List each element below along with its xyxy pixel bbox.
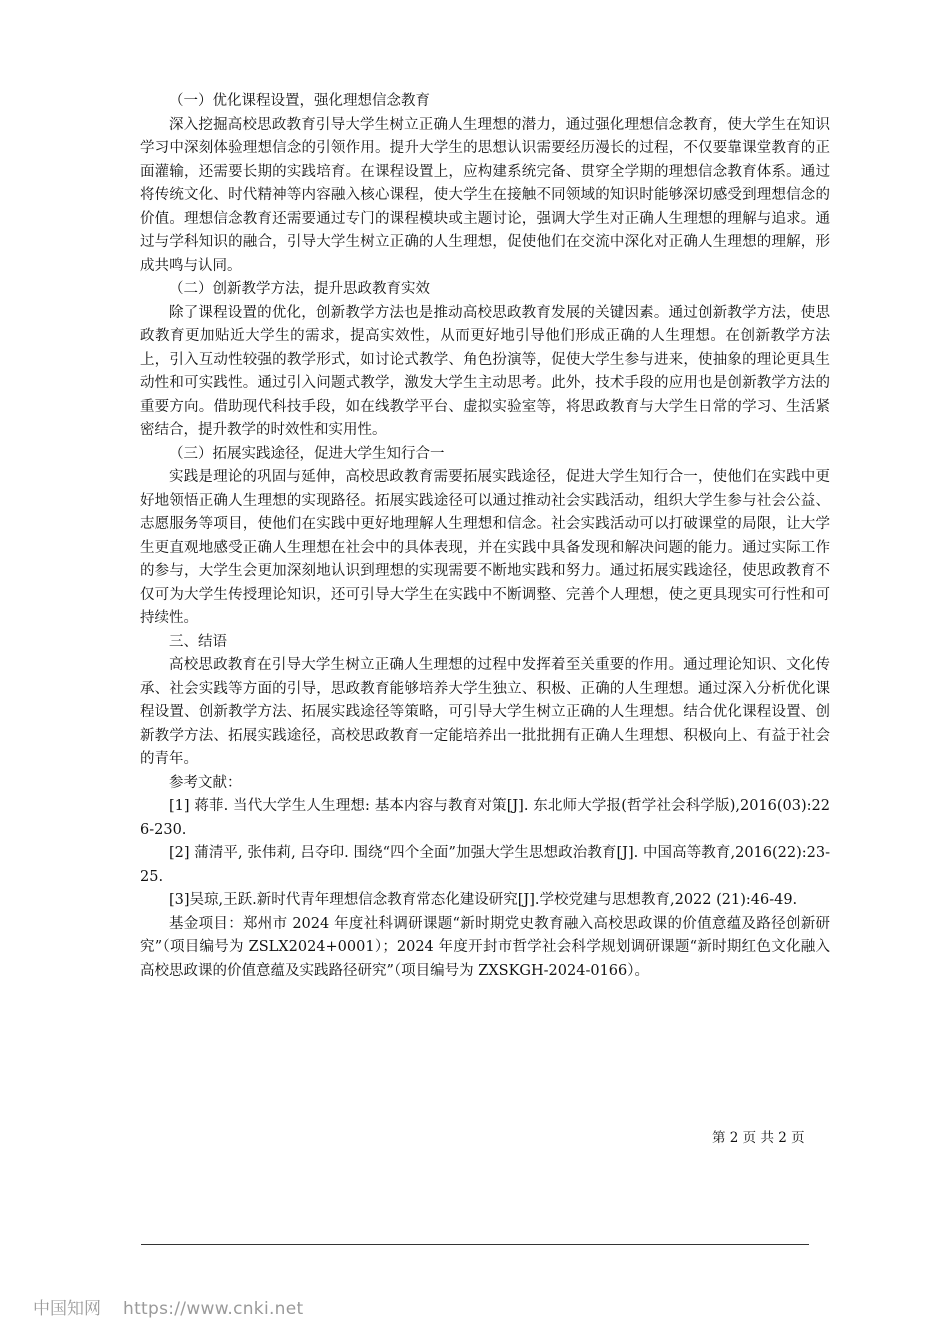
footer-brand-name: 中国知网 (33, 1299, 101, 1319)
reference-item-3: [3]吴琼,王跃.新时代青年理想信念教育常态化建设研究[J].学校党建与思想教育,2022 (21):46-49. (169, 892, 798, 908)
reference-item-2: [2] 蒲清平, 张伟莉, 吕夺印. 围绕“四个全面”加强大学生思想政治教育[J]. 中国高等教育,2016(22):23-25. (140, 845, 830, 885)
footer-watermark (33, 1294, 303, 1319)
article-body (140, 90, 830, 983)
conclusion-paragraph: 高校思政教育在引导大学生树立正确人生理想的过程中发挥着至关重要的作用。通过理论知识、文化传承、社会实践等方面的引导，思政教育能够培养大学生独立、积极、正确的人生理想。通过深入分析优化课程设置、创新教学方法、拓展实践途径等策略，可引导大学生树立正确的人生理想。结合优化课程设置、创新教学方法、拓展实践途径，高校思政教育一定能培养出一批批拥有正确人生理想、积极向上、有益于社会的青年。 (140, 657, 830, 767)
section-heading-3: （三）拓展实践途径，促进大学生知行合一 (169, 445, 445, 462)
reference-item-1: [1] 蒋菲. 当代大学生人生理想: 基本内容与教育对策[J]. 东北师大学报(哲学社会科学版),2016(03):226-230. (140, 798, 830, 838)
section-heading-2: （二）创新教学方法，提升思政教育实效 (169, 281, 430, 297)
section-heading-1: （一）优化课程设置，强化理想信念教育 (169, 93, 430, 109)
section-1-paragraph: 深入挖掘高校思政教育引导大学生树立正确人生理想的潜力，通过强化理想信念教育，使大学生在知识学习中深刻体验理想信念的引领作用。提升大学生的思想认识需要经历漫长的过程，不仅要靠课堂教育的正面灌输，还需要长期的实践培育。在课程设置上，应构建系统完备、贯穿全学期的理想信念教育体系。通过将传统文化、时代精神等内容融入核心课程，使大学生在接触不同领域的知识时能够深切感受到理想信念的价值。理想信念教育还需要通过专门的课程模块或主题讨论，强调大学生对正确人生理想的理解与追求。通过与学科知识的融合，引导大学生树立正确的人生理想，促使他们在交流中深化对正确人生理想的理解，形成共鸣与认同。 (140, 116, 830, 274)
section-3-paragraph: 实践是理论的巩固与延伸，高校思政教育需要拓展实践途径，促进大学生知行合一，使他们在实践中更好地领悟正确人生理想的实现路径。拓展实践途径可以通过推动社会实践活动，组织大学生参与社会公益、志愿服务等项目，使他们在实践中更好地理解人生理想和信念。社会实践活动可以打破课堂的局限，让大学生更直观地感受正确人生理想在社会中的具体表现，并在实践中具备发现和解决问题的能力。通过实际工作的参与，大学生会更加深刻地认识到理想的实现需要不断地实践和努力。通过拓展实践途径，使思政教育不仅可为大学生传授理论知识，还可引导大学生在实践中不断调整、完善个人理想，使之更具现实可行性和可持续性。 (140, 469, 830, 626)
footer-site-url[interactable]: https://www.cnki.net (123, 1299, 304, 1319)
footer-divider (141, 1244, 809, 1245)
funding-note: 基金项目：郑州市 2024 年度社科调研课题“新时期党史教育融入高校思政课的价值意蕴及路径创新研究”（项目编号为 ZSLX2024+0001）；2024 年度开封市哲学社会科学规划调研课题“新时期红色文化融入高校思政课的价值意蕴及实践路径研究”（项目编号为 ZXSKGH-2024-0166）。 (140, 915, 830, 979)
conclusion-heading: 三、结语 (169, 633, 227, 650)
page-number: 第 2 页 共 2 页 (712, 1130, 805, 1146)
references-heading: 参考文献： (169, 774, 242, 791)
section-2-paragraph: 除了课程设置的优化，创新教学方法也是推动高校思政教育发展的关键因素。通过创新教学方法，使思政教育更加贴近大学生的需求，提高实效性，从而更好地引导他们形成正确的人生理想。在创新教学方法上，引入互动性较强的教学形式，如讨论式教学、角色扮演等，促使大学生参与进来，使抽象的理论更具生动性和可实践性。通过引入问题式教学，激发大学生主动思考。此外，技术手段的应用也是创新教学方法的重要方向。借助现代科技手段，如在线教学平台、虚拟实验室等，将思政教育与大学生日常的学习、生活紧密结合，提升教学的时效性和实用性。 (140, 304, 830, 438)
